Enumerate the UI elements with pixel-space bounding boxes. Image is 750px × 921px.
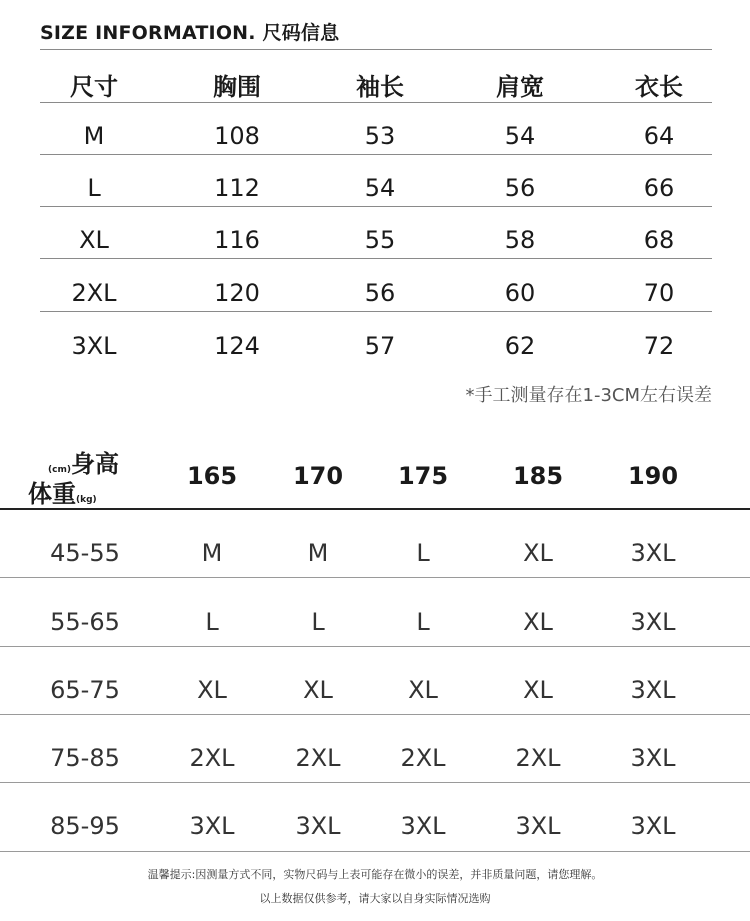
measure-cell: 56 (504, 174, 536, 202)
divider (0, 851, 750, 852)
measure-cell: 54 (504, 122, 536, 150)
header-chest: 胸围 (213, 72, 261, 101)
measure-cell: 56 (364, 279, 396, 307)
measure-cell: L (87, 174, 101, 202)
header-shoulder: 肩宽 (496, 72, 544, 101)
height-col: 190 (627, 462, 679, 490)
header-size: 尺寸 (70, 72, 118, 101)
height-col: 170 (292, 462, 344, 490)
fit-size-cell: XL (197, 676, 227, 704)
divider (40, 154, 712, 155)
fit-row (0, 738, 750, 778)
measure-cell: 68 (643, 226, 675, 254)
measure-cell: XL (79, 226, 109, 254)
fit-size-cell: M (307, 539, 329, 567)
fit-row (0, 806, 750, 846)
measure-cell: M (83, 122, 105, 150)
measure-cell: 2XL (71, 279, 117, 307)
measure-row (40, 168, 712, 208)
measure-cell: 58 (504, 226, 536, 254)
measure-cell: 57 (364, 332, 396, 360)
weight-range: 85-95 (50, 812, 120, 840)
height-col: 185 (512, 462, 564, 490)
measure-cell: 53 (364, 122, 396, 150)
measure-cell: 70 (643, 279, 675, 307)
fit-size-cell: 3XL (630, 676, 676, 704)
weight-label: 体重 (28, 480, 76, 508)
measure-cell: 62 (504, 332, 536, 360)
divider (0, 714, 750, 715)
weight-range: 45-55 (50, 539, 120, 567)
divider (40, 258, 712, 259)
fit-size-cell: 3XL (515, 812, 561, 840)
fit-size-cell: 3XL (189, 812, 235, 840)
fit-size-cell: 2XL (400, 744, 446, 772)
weight-range: 65-75 (50, 676, 120, 704)
measure-cell: 108 (214, 122, 260, 150)
fit-size-cell: 3XL (400, 812, 446, 840)
height-label: 身高 (70, 450, 119, 478)
divider (40, 102, 712, 103)
measure-row (40, 273, 712, 313)
height-col: 165 (186, 462, 238, 490)
fit-size-cell: M (201, 539, 223, 567)
fit-size-cell: XL (408, 676, 438, 704)
measure-cell: 116 (214, 226, 260, 254)
page-title: SIZE INFORMATION. 尺码信息 (40, 22, 340, 44)
divider (40, 206, 712, 207)
fit-size-cell: L (205, 608, 219, 636)
fit-size-cell: 3XL (630, 608, 676, 636)
measure-cell: 72 (643, 332, 675, 360)
measure-table-header (40, 62, 712, 106)
divider (0, 646, 750, 647)
divider (0, 782, 750, 783)
weight-range: 75-85 (50, 744, 120, 772)
fit-size-cell: 2XL (295, 744, 341, 772)
fit-size-cell: 3XL (630, 539, 676, 567)
measure-cell: 112 (214, 174, 260, 202)
measure-row (40, 220, 712, 260)
fit-size-cell: L (416, 608, 430, 636)
divider (40, 311, 712, 312)
fit-size-cell: XL (303, 676, 333, 704)
measure-row (40, 116, 712, 156)
fit-size-cell: L (311, 608, 325, 636)
fit-size-cell: XL (523, 608, 553, 636)
fit-size-cell: 3XL (630, 744, 676, 772)
measure-cell: 60 (504, 279, 536, 307)
measure-cell: 120 (214, 279, 260, 307)
measure-cell: 55 (364, 226, 396, 254)
fit-size-cell: XL (523, 539, 553, 567)
corner-label (28, 440, 138, 508)
weight-unit: (kg) (76, 495, 97, 505)
fit-size-cell: XL (523, 676, 553, 704)
fit-row (0, 602, 750, 642)
height-col: 175 (397, 462, 449, 490)
fit-size-cell: 2XL (189, 744, 235, 772)
fit-table-header (0, 440, 750, 508)
divider (0, 577, 750, 578)
measure-cell: 64 (643, 122, 675, 150)
fit-size-cell: 3XL (295, 812, 341, 840)
weight-range: 55-65 (50, 608, 120, 636)
fit-size-cell: 2XL (515, 744, 561, 772)
divider (0, 508, 750, 510)
fit-size-cell: L (416, 539, 430, 567)
height-unit: (cm) (48, 465, 71, 475)
footer-note-2: 以上数据仅供参考，请大家以自身实际情况选购 (259, 892, 491, 905)
header-sleeve: 袖长 (356, 72, 404, 101)
measure-cell: 3XL (71, 332, 117, 360)
fit-size-cell: 3XL (630, 812, 676, 840)
measure-cell: 54 (364, 174, 396, 202)
fit-row (0, 670, 750, 710)
measure-cell: 66 (643, 174, 675, 202)
header-length: 衣长 (635, 72, 683, 101)
divider (40, 49, 712, 50)
measure-cell: 124 (214, 332, 260, 360)
fit-row (0, 533, 750, 573)
measurement-note: *手工测量存在1-3CM左右误差 (465, 385, 712, 406)
footer-note-1: 温馨提示:因测量方式不同，实物尺码与上表可能存在微小的误差，并非质量问题，请您理解。 (147, 868, 603, 881)
measure-row (40, 326, 712, 366)
